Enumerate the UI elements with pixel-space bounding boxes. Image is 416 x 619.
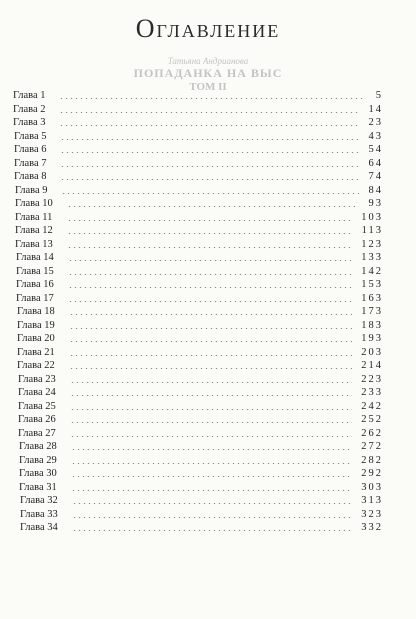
toc-entry [13, 116, 383, 130]
toc-page-number: 142 [361, 265, 383, 277]
bleed-through-author: Татьяна Андрианова [167, 56, 249, 66]
toc-chapter-label: Глава 1 [13, 90, 46, 101]
toc-page-number: 214 [361, 360, 383, 371]
toc-chapter-label: Глава 33 [20, 508, 58, 520]
toc-dot-leader [69, 341, 352, 342]
toc-chapter-label: Глава 27 [18, 427, 56, 439]
toc-entry [18, 400, 383, 414]
toc-dot-leader [61, 193, 359, 194]
toc-dot-leader [70, 436, 352, 437]
toc-chapter-label: Глава 19 [17, 319, 55, 331]
toc-chapter-label: Глава 15 [16, 265, 54, 277]
toc-chapter-label: Глава 9 [15, 184, 48, 196]
toc-page-number: 313 [361, 495, 383, 506]
toc-dot-leader [70, 382, 352, 383]
bleed-through-volume: ТОМ II [189, 81, 227, 93]
toc-page-number: 252 [361, 414, 383, 425]
toc-page-number: 5 [375, 90, 383, 101]
toc-dot-leader [72, 530, 352, 531]
toc-dot-leader [69, 328, 352, 329]
toc-entry [18, 373, 383, 387]
toc-dot-leader [67, 247, 352, 248]
toc-dot-leader [70, 395, 352, 396]
toc-page-number: 23 [368, 117, 383, 128]
toc-page-number: 123 [361, 238, 383, 250]
toc-chapter-label: Глава 8 [14, 171, 47, 182]
toc-dot-leader [68, 274, 352, 275]
toc-entry [16, 292, 383, 306]
toc-chapter-label: Глава 17 [16, 292, 54, 304]
toc-entry [13, 89, 383, 103]
toc-page-number: 323 [361, 508, 383, 520]
toc-entry [18, 386, 383, 400]
toc-dot-leader [59, 125, 359, 126]
toc-chapter-label: Глава 7 [14, 157, 47, 169]
toc-page-number: 163 [361, 292, 383, 304]
toc-page-number: 303 [361, 481, 383, 493]
toc-entry [15, 238, 383, 252]
toc-page-number: 54 [368, 144, 383, 155]
toc-entry [16, 265, 383, 279]
toc-page-number: 74 [368, 171, 383, 182]
toc-entry [17, 359, 383, 373]
toc-chapter-label: Глава 14 [16, 252, 54, 263]
toc-entry [15, 224, 383, 238]
toc-chapter-label: Глава 16 [16, 279, 54, 290]
toc-page-number: 173 [361, 306, 383, 317]
toc-chapter-label: Глава 13 [15, 238, 53, 250]
toc-page-number: 203 [361, 346, 383, 358]
toc-chapter-label: Глава 25 [18, 400, 56, 412]
toc-page-number: 93 [368, 198, 383, 209]
toc-page-number: 183 [361, 319, 383, 331]
toc-page-number: 64 [368, 157, 383, 169]
toc-entry [15, 211, 383, 225]
toc-dot-leader [67, 220, 352, 221]
toc-chapter-label: Глава 22 [17, 360, 55, 371]
toc-dot-leader [60, 152, 359, 153]
toc-dot-leader [71, 449, 352, 450]
toc-entry [14, 130, 383, 144]
toc-page-number: 43 [368, 130, 383, 142]
toc-chapter-label: Глава 21 [17, 346, 55, 358]
toc-entry [19, 467, 383, 481]
toc-page-number: 282 [361, 454, 383, 466]
toc-page-number: 223 [361, 373, 383, 385]
toc-dot-leader [68, 260, 352, 261]
toc-dot-leader [71, 463, 352, 464]
toc-entry [20, 521, 383, 535]
toc-chapter-label: Глава 29 [19, 454, 57, 466]
toc-entry [14, 143, 383, 157]
toc-page-number: 242 [361, 400, 383, 412]
toc-entry [16, 278, 383, 292]
toc-chapter-label: Глава 28 [19, 441, 57, 452]
toc-dot-leader [69, 368, 352, 369]
toc-page-number: 233 [361, 387, 383, 398]
toc-dot-leader [69, 314, 352, 315]
toc-entry [13, 103, 383, 117]
toc-chapter-label: Глава 12 [15, 225, 53, 236]
toc-page-number: 84 [368, 184, 383, 196]
toc-page-number: 332 [361, 522, 383, 533]
toc-chapter-label: Глава 31 [19, 481, 57, 493]
toc-entry [17, 332, 383, 346]
toc-page-number: 133 [361, 252, 383, 263]
toc-entry [14, 157, 383, 171]
toc-dot-leader [59, 112, 359, 113]
bleed-through-title: ПОПАДАНКА НА ВЫС [133, 66, 283, 80]
toc-dot-leader [71, 476, 352, 477]
toc-dot-leader [70, 409, 352, 410]
toc-page-number: 272 [361, 441, 383, 452]
toc-entry [19, 440, 383, 454]
toc-entry [19, 481, 383, 495]
toc-dot-leader [60, 166, 359, 167]
toc-chapter-label: Глава 10 [15, 198, 53, 209]
page-title: Оглавление [135, 14, 281, 43]
toc-dot-leader [72, 517, 352, 518]
toc-dot-leader [68, 301, 352, 302]
toc-page-number: 103 [361, 211, 383, 223]
toc-page-number: 153 [361, 279, 383, 290]
toc-page-number: 292 [361, 468, 383, 479]
toc-entry [18, 413, 383, 427]
toc-chapter-label: Глава 5 [14, 130, 47, 142]
toc-chapter-label: Глава 11 [15, 211, 53, 223]
toc-page-number: 262 [361, 427, 383, 439]
toc-dot-leader [70, 422, 352, 423]
toc-entry [17, 346, 383, 360]
toc-dot-leader [60, 139, 359, 140]
toc-entry [18, 427, 383, 441]
toc-entry [17, 319, 383, 333]
toc-page-number: 113 [361, 225, 383, 236]
toc-page-number: 14 [368, 103, 383, 115]
toc-chapter-label: Глава 18 [17, 306, 55, 317]
toc-dot-leader [67, 206, 359, 207]
toc-dot-leader [72, 503, 352, 504]
toc-dot-leader [60, 179, 359, 180]
toc-entry [15, 184, 383, 198]
toc-entry [16, 251, 383, 265]
table-of-contents [13, 89, 383, 535]
toc-chapter-label: Глава 3 [13, 117, 46, 128]
toc-dot-leader [67, 233, 352, 234]
toc-entry [20, 508, 383, 522]
toc-chapter-label: Глава 20 [17, 333, 55, 344]
toc-entry [19, 454, 383, 468]
toc-chapter-label: Глава 26 [18, 414, 56, 425]
toc-chapter-label: Глава 32 [20, 495, 58, 506]
toc-chapter-label: Глава 24 [18, 387, 56, 398]
toc-chapter-label: Глава 23 [18, 373, 56, 385]
toc-dot-leader [59, 98, 366, 99]
toc-dot-leader [68, 287, 352, 288]
toc-chapter-label: Глава 34 [20, 522, 58, 533]
toc-entry [14, 170, 383, 184]
toc-dot-leader [69, 355, 352, 356]
toc-entry [20, 494, 383, 508]
toc-dot-leader [71, 490, 352, 491]
toc-chapter-label: Глава 30 [19, 468, 57, 479]
toc-entry [15, 197, 383, 211]
toc-entry [17, 305, 383, 319]
toc-chapter-label: Глава 6 [14, 144, 47, 155]
toc-page-number: 193 [361, 333, 383, 344]
toc-chapter-label: Глава 2 [13, 103, 46, 115]
